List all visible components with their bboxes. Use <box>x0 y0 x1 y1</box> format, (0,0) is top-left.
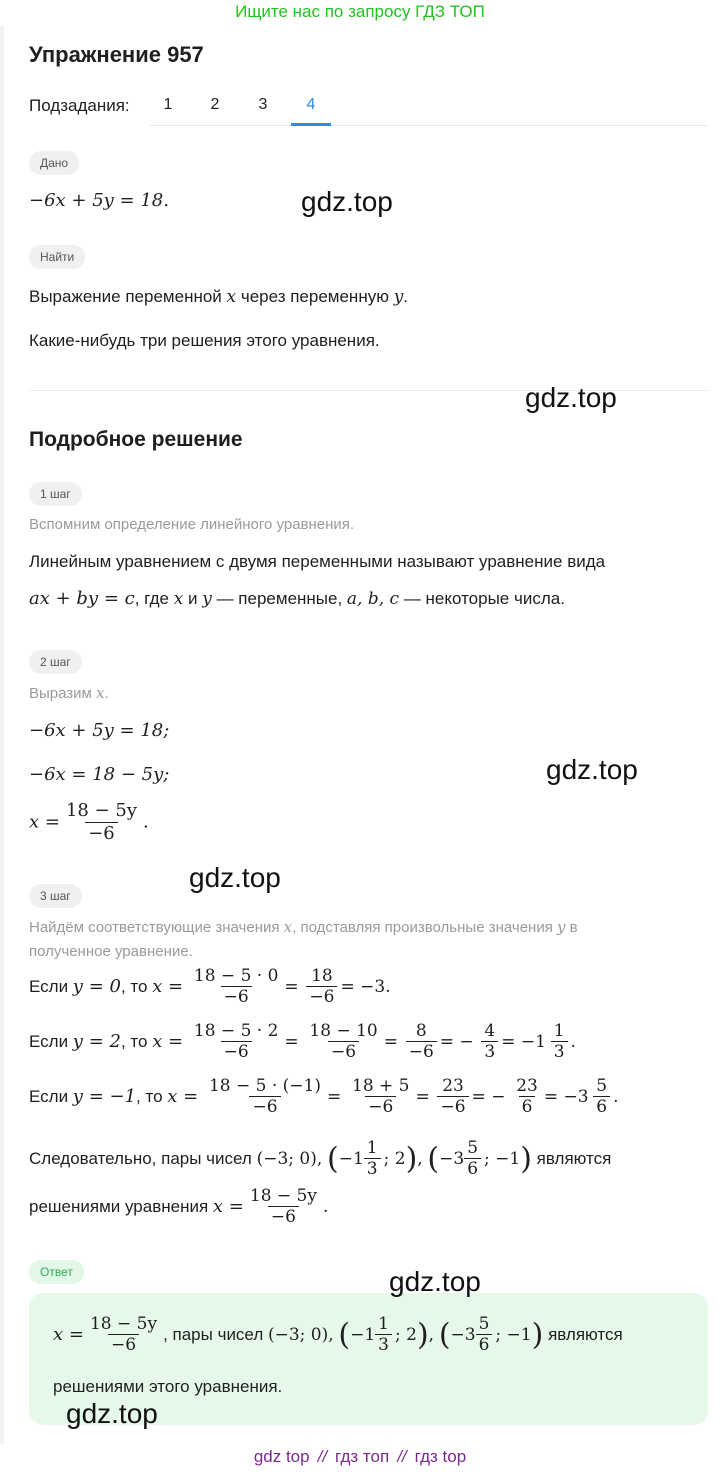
subtasks-label: Подзадания: <box>29 96 130 115</box>
active-tab-indicator <box>291 123 331 126</box>
answer-line-2: решениями этого уравнения. <box>53 1377 283 1396</box>
tab-3[interactable]: 3 <box>258 96 268 113</box>
step-2-badge: 2 шаг <box>29 650 82 674</box>
footer-link-1[interactable]: gdz top <box>253 1447 310 1466</box>
footer-separator: // <box>317 1447 328 1466</box>
top-banner[interactable]: Ищите нас по запросу ГДЗ ТОП <box>235 2 485 21</box>
footer-links <box>0 1447 720 1467</box>
tab-2[interactable]: 2 <box>210 96 220 113</box>
answer-line-1: x = $\frac{18 - 5y}{-6}$ , пары чисел (−3; 0), (−1 $\frac{1}{3}$ ; 2), (−3 $\frac{5}{6}$ ; −1) являются <box>53 1314 623 1356</box>
step-2-hint: Выразим x. <box>29 684 109 702</box>
answer-badge: Ответ <box>29 1260 84 1284</box>
step-3-hint: Найдём соответствующие значения x, подставляя произвольные значения y в <box>29 918 578 936</box>
step-1-badge: 1 шаг <box>29 482 82 506</box>
watermark: gdz.top <box>546 754 638 785</box>
conclusion-line-2: решениями уравнения x = $\frac{18 - 5y}{-6}$ . <box>29 1186 329 1228</box>
case-y-0: Если y = 0, то x = $\frac{18 - 5 \cdot 0}{-6}$ = $\frac{18}{-6}$ = −3. <box>29 966 391 1008</box>
watermark: gdz.top <box>389 1266 481 1297</box>
footer-link-3[interactable]: гдз top <box>414 1447 467 1466</box>
find-line-1: Выражение переменной x через переменную y. <box>29 287 409 307</box>
case-y-minus-1: Если y = −1, то x = $\frac{18 - 5 \cdot (-1)}{-6}$ = $\frac{18 + 5}{-6}$ = $\frac{23}{-6}$ = − $\frac{23}{6}$ = −3 $\frac{5}{6}$ . <box>29 1076 619 1118</box>
step-3-badge: 3 шаг <box>29 884 82 908</box>
page-title: Упражнение 957 <box>29 42 204 67</box>
step-2-equation-1: −6x + 5y = 18; <box>29 720 170 741</box>
conclusion-line-1: Следовательно, пары чисел (−3; 0), (−1 $\frac{1}{3}$ ; 2), (−3 $\frac{5}{6}$ ; −1) являются <box>29 1138 612 1180</box>
find-badge: Найти <box>29 245 85 269</box>
footer-separator: // <box>397 1447 407 1466</box>
watermark: gdz.top <box>66 1398 158 1429</box>
step-2-equation-2: −6x = 18 − 5y; <box>29 764 170 785</box>
step-1-line-1: Линейным уравнением с двумя переменными называют уравнение вида <box>29 552 606 571</box>
step-1-hint: Вспомним определение линейного уравнения. <box>29 516 355 533</box>
case-y-2: Если y = 2, то x = $\frac{18 - 5 \cdot 2}{-6}$ = $\frac{18 - 10}{-6}$ = $\frac{8}{-6}$ = − $\frac{4}{3}$ = −1 $\frac{1}{3}$ . <box>29 1021 576 1063</box>
watermark: gdz.top <box>189 862 281 893</box>
given-badge: Дано <box>29 151 79 175</box>
step-1-line-2: ax + by = c, где x и y — переменные, a, b, c — некоторые числа. <box>29 588 565 609</box>
find-line-2: Какие-нибудь три решения этого уравнения. <box>29 331 380 350</box>
step-2-equation-3: x = $\frac{18 - 5y}{-6}$ . <box>29 800 149 844</box>
given-equation: −6x + 5y = 18. <box>29 190 169 211</box>
watermark: gdz.top <box>301 186 393 217</box>
step-3-hint-line-2: полученное уравнение. <box>29 943 193 960</box>
solution-title: Подробное решение <box>29 428 243 451</box>
tab-1[interactable]: 1 <box>163 96 173 113</box>
tabs-divider <box>150 125 708 126</box>
tab-4[interactable]: 4 <box>306 96 316 113</box>
footer-link-2[interactable]: гдз топ <box>335 1447 390 1466</box>
watermark: gdz.top <box>525 382 617 413</box>
